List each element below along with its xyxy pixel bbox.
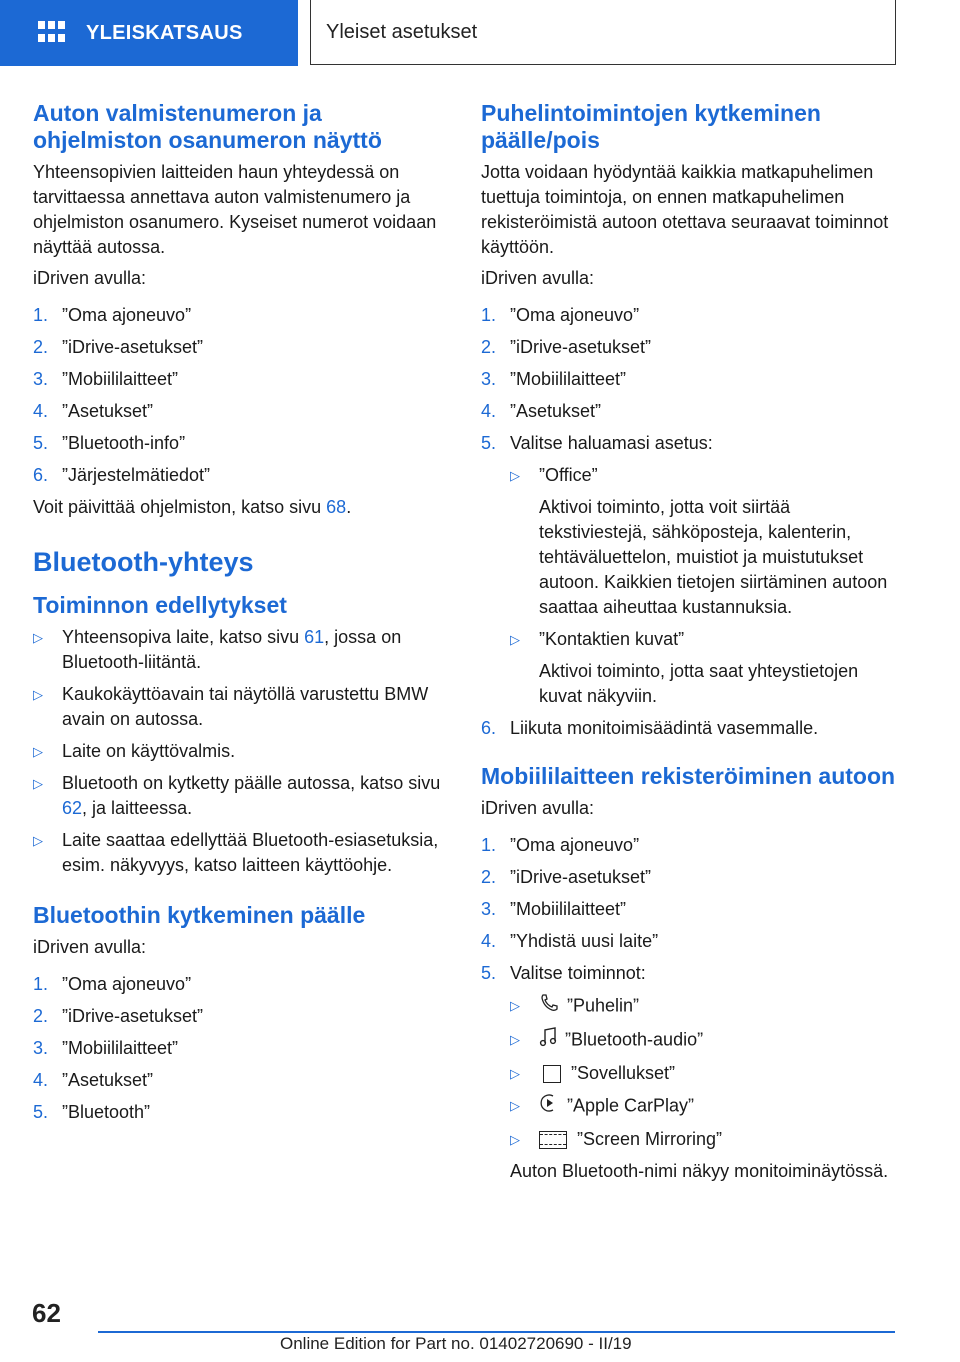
- function-apps: ▷ ”Sovellukset”: [510, 1063, 676, 1083]
- list-item: 1. ”Oma ajoneuvo”: [33, 305, 192, 325]
- list-item: ▷ Yhteensopiva laite, katso sivu 61, jossa on Bluetooth-liitäntä.: [33, 627, 402, 672]
- heading-prerequisites: Toiminnon edellytykset: [33, 592, 287, 618]
- list-item: 5. ”Bluetooth-info”: [33, 433, 186, 453]
- footer-divider: [98, 1331, 895, 1333]
- paragraph-vin-intro: Yhteensopivien laitteiden haun yhteydessä on tarvittaessa annettava auton valmistenumero ja ohjelmiston osanumero. Kyseiset numerot voidaan näyttää autossa.: [33, 162, 437, 257]
- footer-edition: Online Edition for Part no. 01402720690 - II/19: [280, 1334, 632, 1353]
- list-item: 1. ”Oma ajoneuvo”: [33, 974, 192, 994]
- list-item: 6. ”Järjestelmätiedot”: [33, 465, 211, 485]
- steps-phone-functions: [481, 303, 901, 456]
- heading-register-device: Mobiililaitteen rekisteröiminen autoon: [481, 763, 896, 789]
- list-item: 3. ”Mobiililaitteet”: [481, 369, 627, 389]
- section-tab-overview[interactable]: [0, 0, 298, 66]
- grid-icon: [38, 21, 66, 45]
- list-item: 2. ”iDrive-asetukset”: [481, 867, 652, 887]
- list-item: 1. ”Oma ajoneuvo”: [481, 305, 640, 325]
- list-item: ▷ Laite saattaa edellyttää Bluetooth-esiasetuksia, esim. näkyvyys, katso laitteen käyttöohje.: [33, 830, 439, 875]
- list-item: 5. Valitse haluamasi asetus:: [481, 433, 713, 453]
- steps-vin: [33, 303, 453, 488]
- phone-icon: [539, 993, 559, 1020]
- heading-phone-functions: Puhelintoimintojen kytkeminen päälle/pois: [481, 100, 821, 153]
- option-contact-photos: ▷ ”Kontaktien kuvat”: [510, 629, 685, 649]
- steps-register: [481, 833, 901, 986]
- paragraph-phone-intro: Jotta voidaan hyödyntää kaikkia matkapuhelimen tuettuja toimintoja, on ennen matkapuhelimen rekisteröimistä autoon otettava seuraavat toiminnot käyttöön.: [481, 162, 889, 257]
- paragraph-idrive-via: iDriven avulla:: [481, 798, 595, 818]
- page-link-68[interactable]: 68: [326, 497, 347, 517]
- screen-mirroring-icon: [539, 1131, 567, 1149]
- list-item: ▷ Bluetooth on kytketty päälle autossa, katso sivu 62, ja laitteessa.: [33, 773, 441, 818]
- page-number: 62: [32, 1298, 61, 1328]
- heading-bluetooth-on: Bluetoothin kytkeminen päälle: [33, 902, 366, 928]
- list-item: 3. ”Mobiililaitteet”: [33, 1038, 179, 1058]
- paragraph-idrive-via: iDriven avulla:: [33, 937, 147, 957]
- option-contact-photos-desc: Aktivoi toiminto, jotta saat yhteystietojen kuvat näkyviin.: [539, 661, 859, 706]
- carplay-icon: [539, 1093, 559, 1120]
- list-item: 4. ”Asetukset”: [33, 401, 154, 421]
- option-office-desc: Aktivoi toiminto, jotta voit siirtää tekstiviestejä, sähköposteja, kalenterin, tehtäväluettelon, muistiot ja muistutukset autoon. Kaikkien tietojen siirtäminen autoon saattaa aiheuttaa kustannuksia.: [539, 497, 888, 617]
- breadcrumb-text: Yleiset asetukset: [326, 20, 478, 43]
- function-phone: ▷ ”Puhelin”: [510, 993, 901, 1020]
- list-item: 2. ”iDrive-asetukset”: [33, 337, 204, 357]
- right-column: [481, 100, 901, 1190]
- list-item: ▷ Laite on käyttövalmis.: [33, 741, 236, 761]
- heading-vin-display: Auton valmistenumeron ja ohjelmiston osanumeron näyttö: [33, 100, 382, 153]
- list-item: 4. ”Asetukset”: [33, 1070, 154, 1090]
- list-item: 3. ”Mobiililaitteet”: [481, 899, 627, 919]
- list-item: 4. ”Yhdistä uusi laite”: [481, 931, 659, 951]
- section-tab-label: YLEISKATSAUS: [86, 21, 243, 44]
- list-item: 5. Valitse toiminnot:: [481, 963, 646, 983]
- list-item: 2. ”iDrive-asetukset”: [33, 1006, 204, 1026]
- page-link-62[interactable]: 62: [62, 798, 83, 818]
- paragraph-idrive-via: iDriven avulla:: [481, 268, 595, 288]
- option-office: ▷ ”Office”: [510, 465, 598, 485]
- heading-bluetooth: Bluetooth-yhteys: [33, 547, 254, 577]
- list-item: 1. ”Oma ajoneuvo”: [481, 835, 640, 855]
- list-item: ▷ Kaukokäyttöavain tai näytöllä varustettu BMW avain on autossa.: [33, 684, 429, 729]
- paragraph-update: Voit päivittää ohjelmiston, katso sivu 68.: [33, 497, 352, 517]
- paragraph-bt-name: Auton Bluetooth-nimi näkyy monitoiminäytössä.: [510, 1161, 889, 1181]
- list-item: 4. ”Asetukset”: [481, 401, 602, 421]
- function-bt-audio: ▷ ”Bluetooth-audio”: [510, 1027, 901, 1054]
- steps-bluetooth-on: [33, 972, 453, 1125]
- list-item: 2. ”iDrive-asetukset”: [481, 337, 652, 357]
- prerequisites-list: [33, 625, 453, 878]
- music-note-icon: [539, 1027, 557, 1054]
- function-carplay: ▷ ”Apple CarPlay”: [510, 1093, 901, 1120]
- function-screen-mirroring: ▷ ”Screen Mirroring”: [510, 1129, 723, 1149]
- list-item: 3. ”Mobiililaitteet”: [33, 369, 179, 389]
- list-item: 5. ”Bluetooth”: [33, 1102, 151, 1122]
- apps-square-icon: [543, 1065, 561, 1083]
- paragraph-idrive-via: iDriven avulla:: [33, 268, 147, 288]
- list-item: 6. Liikuta monitoimisäädintä vasemmalle.: [481, 718, 819, 738]
- left-column: [33, 100, 453, 1132]
- breadcrumb: [310, 0, 896, 65]
- page-link-61[interactable]: 61: [304, 627, 325, 647]
- page-header: [0, 0, 960, 66]
